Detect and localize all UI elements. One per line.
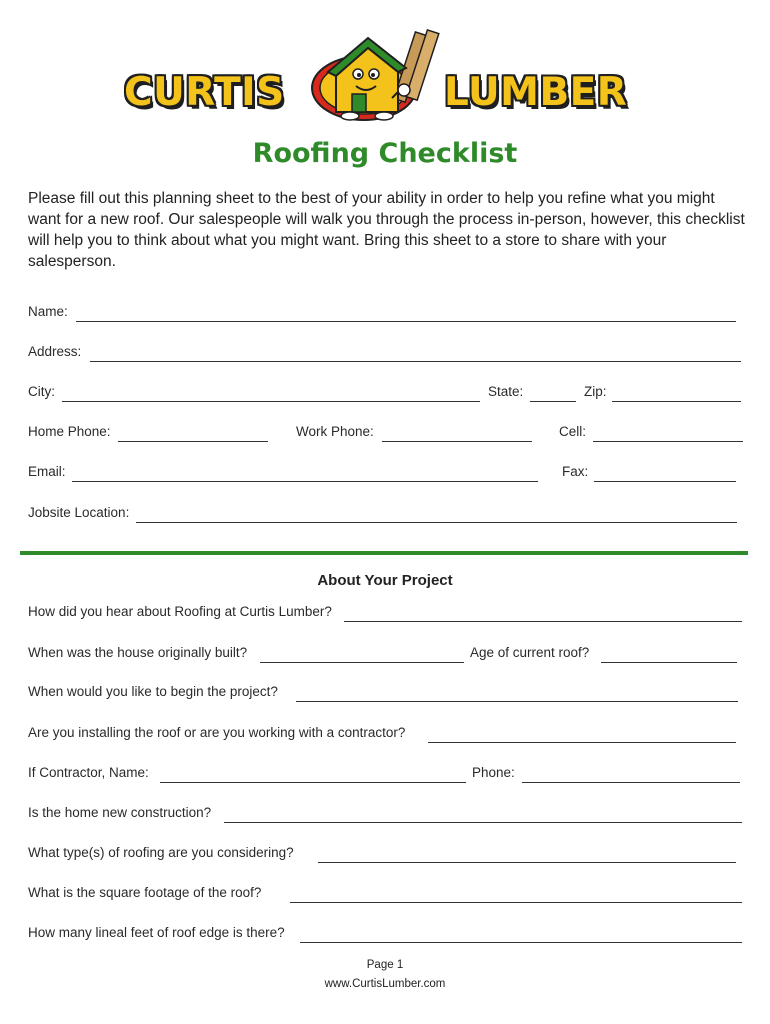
built-field[interactable] [260,662,464,663]
home-phone-label: Home Phone: [28,424,111,439]
contractor-name-field[interactable] [160,782,466,783]
work-phone-label: Work Phone: [296,424,374,439]
house-mascot-icon [306,28,446,124]
begin-row [28,684,744,706]
installing-field[interactable] [428,742,736,743]
built-row [28,645,744,667]
address-field[interactable] [90,361,741,362]
address-row [28,344,744,366]
contractor-phone-label: Phone: [472,765,515,780]
state-label: State: [488,384,524,399]
lineal-feet-row [28,925,744,947]
cell-field[interactable] [593,441,743,442]
zip-field[interactable] [612,401,741,402]
section-divider [20,551,748,555]
page-number: Page 1 [366,959,404,971]
cell-label: Cell: [559,424,587,439]
home-phone-field[interactable] [118,441,268,442]
logo-word-lumber: LUMBER [444,70,628,115]
jobsite-row [28,505,744,527]
roof-age-field[interactable] [601,662,737,663]
address-label: Address: [28,344,82,359]
begin-field[interactable] [296,701,738,702]
jobsite-label: Jobsite Location: [28,505,130,520]
hear-field[interactable] [344,621,742,622]
logo-word-curtis: CURTIS [124,70,285,115]
page-title: Roofing Checklist [252,138,518,169]
email-label: Email: [28,464,66,479]
jobsite-field[interactable] [136,522,737,523]
contractor-row [28,765,744,787]
installing-row [28,725,744,747]
fax-label: Fax: [562,464,589,479]
curtis-lumber-logo [118,28,644,124]
square-footage-row [28,885,744,907]
begin-label: When would you like to begin the project? [28,684,278,699]
name-label: Name: [28,304,68,319]
lineal-feet-label: How many lineal feet of roof edge is there? [28,925,285,940]
city-field[interactable] [62,401,480,402]
email-row [28,464,744,486]
work-phone-field[interactable] [382,441,532,442]
email-field[interactable] [72,481,538,482]
project-heading: About Your Project [317,572,453,589]
lineal-feet-field[interactable] [300,942,742,943]
intro-paragraph: Please fill out this planning sheet to the best of your ability in order to help you refine what you might want for a new roof. Our salespeople will walk you through the process in-person, however, this checklist will help you to think about what you might want. Bring this sheet to a store to share with your salesperson. [28,190,745,270]
roofing-types-row [28,845,744,867]
contractor-phone-field[interactable] [522,782,740,783]
fax-field[interactable] [594,481,736,482]
built-label: When was the house originally built? [28,645,248,660]
new-construction-row [28,805,744,827]
hear-row [28,604,744,626]
roofing-types-label: What type(s) of roofing are you considering? [28,845,294,860]
hear-label: How did you hear about Roofing at Curtis Lumber? [28,604,332,619]
roof-age-label: Age of current roof? [470,645,590,660]
contractor-name-label: If Contractor, Name: [28,765,149,780]
city-label: City: [28,384,55,399]
footer-website[interactable]: www.CurtisLumber.com [324,978,446,990]
installing-label: Are you installing the roof or are you working with a contractor? [28,725,406,740]
zip-label: Zip: [584,384,607,399]
name-field[interactable] [76,321,736,322]
new-construction-field[interactable] [224,822,742,823]
phone-row [28,424,744,446]
name-row [28,304,744,326]
square-footage-field[interactable] [290,902,742,903]
roofing-types-field[interactable] [318,862,736,863]
city-row [28,384,744,406]
new-construction-label: Is the home new construction? [28,805,212,820]
state-field[interactable] [530,401,576,402]
square-footage-label: What is the square footage of the roof? [28,885,262,900]
